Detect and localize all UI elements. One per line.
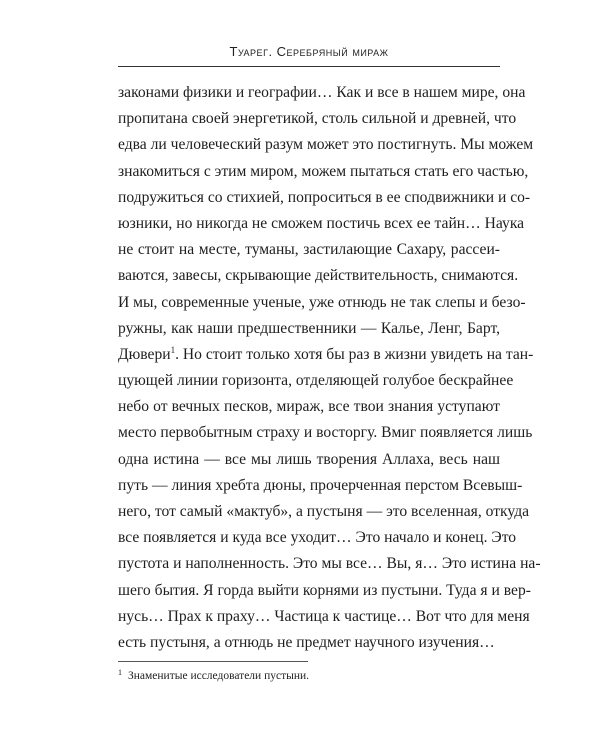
text-line: нусь… Прах к праху… Частица к частице… Вот что для меня [118,607,530,625]
text-line: цующей линии горизонта, отделяющей голубое бескрайнее [118,372,514,390]
footnote-rule [118,661,308,662]
text-line: шего бытия. Я горда выйти корнями из пустыни. Туда я и вер- [118,581,531,599]
text-fragment: Но стоит только хотя бы раз в жизни увидеть на тан- [182,345,534,363]
text-line: едва ли человеческий разум может это постигнуть. Мы можем [118,136,534,154]
text-line: пропитана своей энергетикой, столь сильной и древней, что [118,110,517,128]
footnote [118,668,500,682]
footnote-ref: 1 [170,344,176,355]
text-line: место первобытным страху и восторгу. Вмиг появляется лишь [118,424,533,442]
text-line: него, тот самый «мактуб», а пустыня — это вселенная, откуда [118,503,530,520]
text-line: юзники, но никогда не сможем постичь всех ее тайн… Наука [118,214,525,232]
text-line: одна истина — все мы лишь творения Аллаха, весь наш [118,450,500,468]
text-line: есть пустыня, а отнюдь не предмет научного изучения… [118,633,495,651]
text-line-with-footnote: Дювери$^1$. Но стоит только хотя бы раз в жизни увидеть на тан- [118,344,534,363]
text-line: путь — линия хребта дюны, прочерченная перстом Всевыш- [118,476,523,494]
text-fragment: Дювери [118,345,171,363]
text-line: пустота и наполненность. Это мы все… Вы, я… Это истина на- [118,555,541,573]
text-line: ваются, завесы, скрывающие действительность, снимаются. [118,267,519,285]
text-line: ружны, как наши предшественники — Кальe, Ленг, Барт, [118,319,500,337]
text-line: небо от вечных песков, мираж, все твои знания уступают [118,398,500,416]
footnote-text: Знаменитые исследователи пустыни. [128,670,310,682]
body-text [118,80,541,656]
footnote-marker: 1 [118,668,122,677]
text-line: подружиться со стихией, попроситься в ее сподвижники и со- [118,188,531,206]
text-line: не стоит на месте, туманы, застилающие Сахару, рассеи- [118,241,500,259]
header-rule [118,66,500,67]
text-line: законами физики и географии… Как и все в нашем мире, она [118,84,526,101]
text-line: И мы, современные ученые, уже отнюдь не так слепы и безо- [118,293,526,311]
text-line: знакомиться с этим миром, можем пытаться стать его частью, [118,162,529,180]
text-line: все появляется и куда все уходит… Это начало и конец. Это [118,529,517,547]
running-title: Туарег. Серебряный мираж [229,44,389,59]
